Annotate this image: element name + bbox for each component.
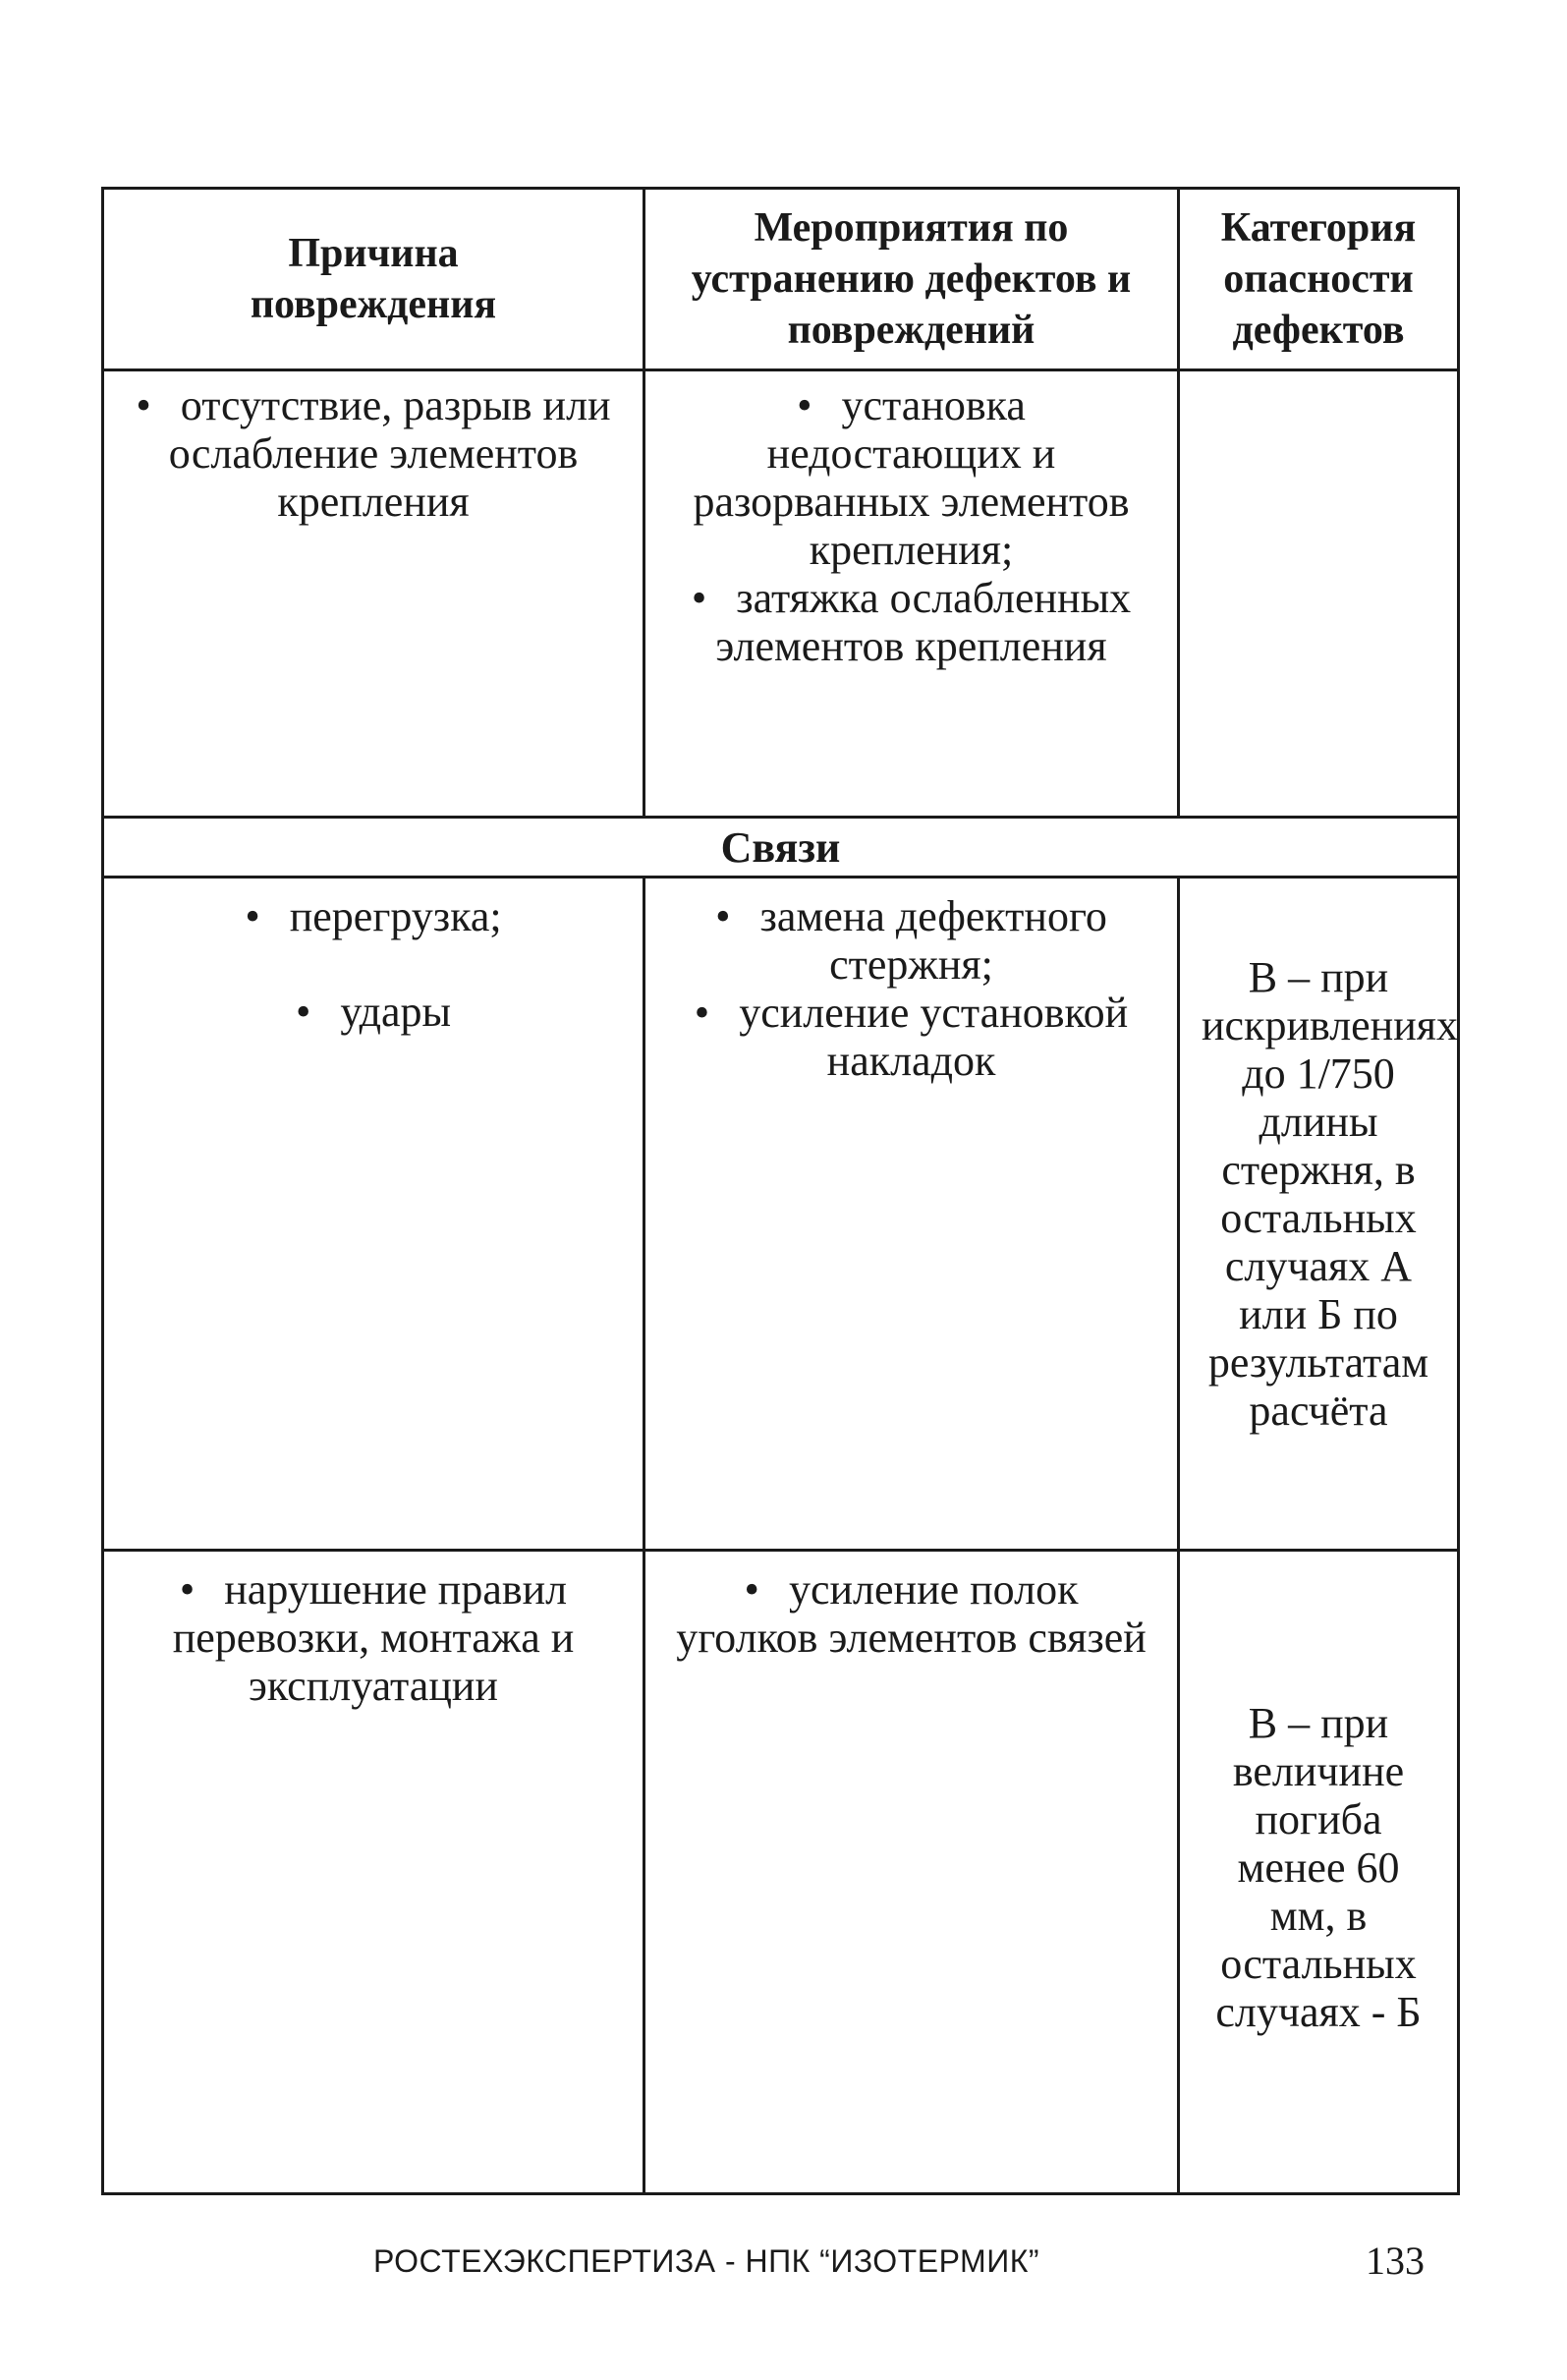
bullet-icon: • (744, 1565, 759, 1614)
bullet-icon: • (694, 989, 710, 1037)
bullet-icon: • (691, 574, 707, 622)
category-cell (1179, 878, 1459, 1551)
table-header-row (103, 189, 1459, 370)
list-item: • усиление установкой накладок (694, 989, 1129, 1085)
bullet-icon: • (797, 381, 812, 429)
list-item: • затяжка ослабленных элементов крепления (691, 574, 1132, 670)
category-text: В – при искривлениях до 1/750 длины стержня, в остальных случаях А или Б по результатам расчёта (1202, 953, 1459, 1435)
measures-list (671, 892, 1151, 1085)
list-item: • отсутствие, разрыв или ослабление элементов крепления (136, 381, 611, 526)
footer-publisher: РОСТЕХЭКСПЕРТИЗА - НПК “ИЗОТЕРМИК” (373, 2243, 1039, 2279)
list-item: • перегрузка; (245, 892, 502, 940)
list-item: • удары (295, 988, 452, 1036)
header-measures: Мероприятия по устранению дефектов и повреждений (644, 189, 1179, 370)
header-category: Категория опасности дефектов (1179, 189, 1459, 370)
section-row (103, 818, 1459, 878)
cause-list (130, 381, 617, 526)
table-row (103, 878, 1459, 1551)
cause-cell (103, 370, 644, 818)
list-item: • установка недостающих и разорванных элементов крепления; (693, 381, 1130, 574)
header-cause: Причина повреждения (103, 189, 644, 370)
bullet-icon: • (179, 1565, 196, 1614)
cause-list (130, 1565, 617, 1710)
list-item: • замена дефектного стержня; (715, 892, 1107, 989)
bullet-icon: • (136, 381, 151, 429)
category-cell (1179, 370, 1459, 818)
table-row (103, 370, 1459, 818)
section-title: Связи (103, 818, 1459, 878)
page-number: 133 (1366, 2238, 1425, 2283)
cause-cell (103, 1551, 644, 2194)
measures-list (671, 1565, 1151, 1662)
category-cell (1179, 1551, 1459, 2194)
bullet-icon: • (295, 988, 311, 1036)
cause-cell (103, 878, 644, 1551)
cause-list (130, 892, 617, 1036)
measures-cell (644, 878, 1179, 1551)
bullet-icon: • (715, 892, 731, 940)
defects-table (101, 187, 1460, 2195)
measures-cell (644, 370, 1179, 818)
bullet-icon: • (245, 892, 260, 940)
list-item: • усиление полок уголков элементов связей (676, 1565, 1147, 1662)
category-text: В – при величине погиба менее 60 мм, в остальных случаях - Б (1215, 1699, 1422, 2036)
list-item: • нарушение правил перевозки, монтажа и эксплуатации (172, 1565, 575, 1710)
measures-cell (644, 1551, 1179, 2194)
measures-list (671, 381, 1151, 670)
table-row (103, 1551, 1459, 2194)
